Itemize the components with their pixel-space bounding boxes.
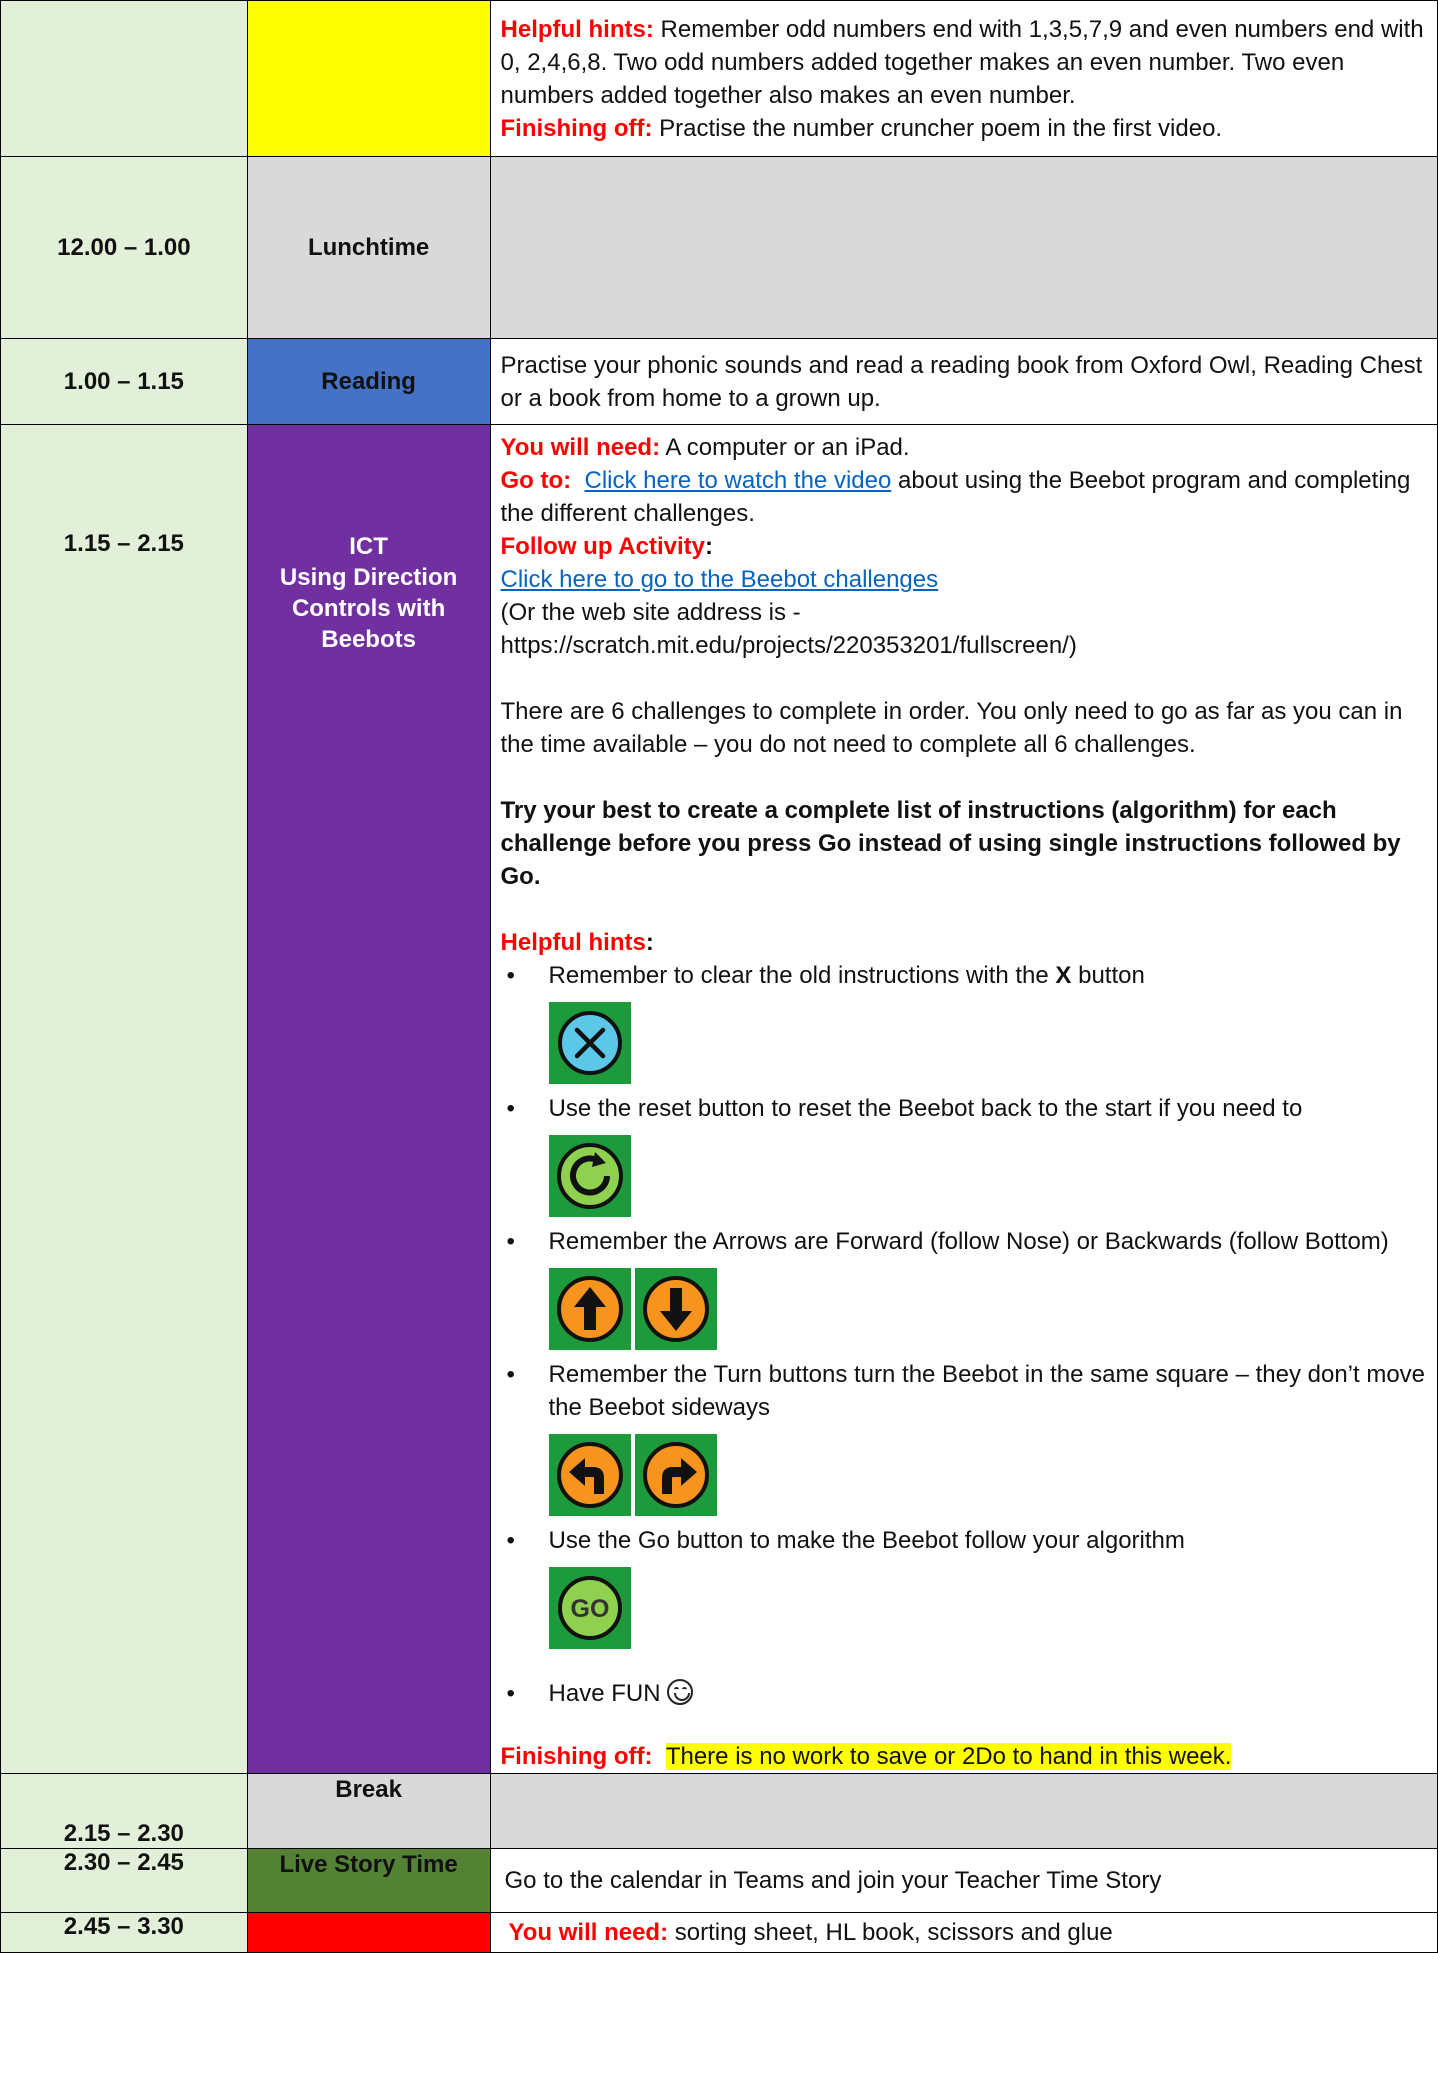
icons-turn	[501, 1434, 1429, 1516]
row-hints	[1, 1, 1438, 157]
bullet-fun	[501, 1677, 1429, 1710]
bullet-clear	[501, 959, 1429, 992]
bullet-reset	[501, 1092, 1429, 1125]
go-icon	[549, 1567, 631, 1649]
finish-paragraph	[501, 112, 1429, 145]
content-story	[490, 1849, 1437, 1913]
ict-hints-colon: :	[645, 929, 654, 956]
finish-label: Finishing off:	[500, 114, 653, 142]
finish-text: Practise the number cruncher poem in the first video.	[652, 114, 1223, 142]
time-story	[1, 1849, 248, 1913]
row-story	[1, 1849, 1438, 1913]
watch-video-link[interactable]: Click here to watch the video	[584, 467, 892, 494]
subject-break	[247, 1774, 490, 1849]
content-break	[490, 1774, 1437, 1849]
ict-finish-highlight: There is no work to save or 2Do to hand in this week.	[665, 1743, 1232, 1770]
ict-hints-label: Helpful hints	[500, 929, 646, 956]
time-ict-text: 1.15 – 2.15	[63, 530, 184, 557]
winking-face-icon	[667, 1679, 693, 1705]
arrow-up-icon	[549, 1268, 631, 1350]
bullet-dot: •	[506, 962, 515, 989]
ict-finish-paragraph	[501, 1740, 1429, 1773]
arrow-down-icon	[635, 1268, 717, 1350]
bullet-arrows	[501, 1225, 1429, 1258]
bullet-text: Use the Go button to make the Beebot follow your algorithm	[548, 1527, 1185, 1554]
time-break-text: 2.15 – 2.30	[63, 1820, 184, 1847]
subject-story-text: Live Story Time	[279, 1851, 458, 1878]
bullet-dot: •	[506, 1680, 515, 1707]
bullet-dot: •	[506, 1527, 515, 1554]
clear-x-icon	[549, 1002, 631, 1084]
challenges-link-line	[501, 563, 1429, 596]
follow-paragraph	[501, 530, 1429, 563]
turn-left-icon	[549, 1434, 631, 1516]
bullet-turn	[501, 1358, 1429, 1424]
subject-lunch: Lunchtime	[247, 157, 490, 339]
row-last	[1, 1913, 1438, 1953]
subject-story	[247, 1849, 490, 1913]
content-cell-hints	[490, 1, 1437, 157]
time-lunch: 12.00 – 1.00	[1, 157, 248, 339]
subject-ict-line: Controls with	[291, 595, 446, 622]
goto-text: about using the Beebot program and completing the different challenges.	[500, 467, 1411, 527]
bullet-dot: •	[506, 1228, 515, 1255]
content-last	[490, 1913, 1437, 1953]
ict-finish-label: Finishing off:	[500, 1743, 653, 1770]
time-reading: 1.00 – 1.15	[1, 339, 248, 425]
goto-label: Go to:	[500, 467, 572, 494]
icons-clear	[501, 1002, 1429, 1084]
content-ict	[490, 425, 1437, 1774]
hints-paragraph	[501, 13, 1429, 112]
row-reading	[1, 339, 1438, 425]
bullet-text: Use the reset button to reset the Beebot back to the start if you need to	[548, 1095, 1303, 1122]
row-ict	[1, 425, 1438, 1774]
follow-colon: :	[704, 533, 713, 560]
bullet-text: Remember the Turn buttons turn the Beebot in the same square – they don’t move the Beebot sideways	[548, 1361, 1426, 1421]
story-text: Go to the calendar in Teams and join your Teacher Time Story	[504, 1867, 1162, 1894]
subject-cell-yellow	[247, 1, 490, 157]
time-cell-empty	[1, 1, 248, 157]
bullet-text: button	[1071, 962, 1145, 989]
time-ict	[1, 425, 248, 1774]
row-lunch	[1, 157, 1438, 339]
icons-arrows	[501, 1268, 1429, 1350]
last-need-label: You will need:	[508, 1919, 669, 1946]
instructions-paragraph: Try your best to create a complete list of instructions (algorithm) for each challenge before you press Go instead of using single instructions followed by Go.	[500, 797, 1401, 890]
content-reading: Practise your phonic sounds and read a reading book from Oxford Owl, Reading Chest or a book from home to a grown up.	[490, 339, 1437, 425]
subject-last	[247, 1913, 490, 1953]
row-break	[1, 1774, 1438, 1849]
turn-right-icon	[635, 1434, 717, 1516]
beebot-challenges-link[interactable]: Click here to go to the Beebot challenges	[500, 566, 939, 593]
subject-ict-line: ICT	[349, 533, 388, 560]
bullet-text: Remember to clear the old instructions with the	[548, 962, 1056, 989]
subject-reading: Reading	[247, 339, 490, 425]
bullet-go	[501, 1524, 1429, 1557]
subject-ict	[247, 425, 490, 1774]
last-need-text: sorting sheet, HL book, scissors and glue	[668, 1919, 1113, 1946]
goto-paragraph	[501, 464, 1429, 530]
need-label: You will need:	[500, 434, 661, 461]
subject-ict-line: Beebots	[321, 626, 416, 653]
address-line: (Or the web site address is -	[500, 599, 801, 626]
icons-reset	[501, 1135, 1429, 1217]
ict-hints-heading	[501, 926, 1429, 959]
need-paragraph	[501, 431, 1429, 464]
subject-ict-line: Using Direction	[279, 564, 458, 591]
follow-label: Follow up Activity	[500, 533, 705, 560]
content-lunch	[490, 157, 1437, 339]
bullet-text: Remember the Arrows are Forward (follow Nose) or Backwards (follow Bottom)	[548, 1228, 1389, 1255]
challenges-paragraph: There are 6 challenges to complete in order. You only need to go as far as you can in the time available – you do not need to complete all 6 challenges.	[500, 698, 1403, 758]
subject-ict-lines	[248, 531, 490, 655]
icons-go	[501, 1567, 1429, 1649]
address-url: https://scratch.mit.edu/projects/220353201/fullscreen/)	[500, 632, 1077, 659]
bullet-text-bold: X	[1055, 962, 1072, 989]
reset-icon	[549, 1135, 631, 1217]
bullet-dot: •	[506, 1361, 515, 1388]
hints-label: Helpful hints:	[500, 15, 654, 43]
hints-text: Remember odd numbers end with 1,3,5,7,9 and even numbers end with 0, 2,4,6,8. Two odd numbers added together makes an even number. Two even numbers added together also makes an even number.	[500, 15, 1424, 109]
subject-break-text: Break	[335, 1776, 402, 1803]
need-text: A computer or an iPad.	[660, 434, 910, 461]
go-icon-label: GO	[570, 1595, 609, 1623]
time-last	[1, 1913, 248, 1953]
time-last-text: 2.45 – 3.30	[63, 1913, 184, 1940]
time-story-text: 2.30 – 2.45	[63, 1849, 184, 1876]
time-break	[1, 1774, 248, 1849]
bullet-text: Have FUN	[548, 1680, 668, 1707]
bullet-dot: •	[506, 1095, 515, 1122]
